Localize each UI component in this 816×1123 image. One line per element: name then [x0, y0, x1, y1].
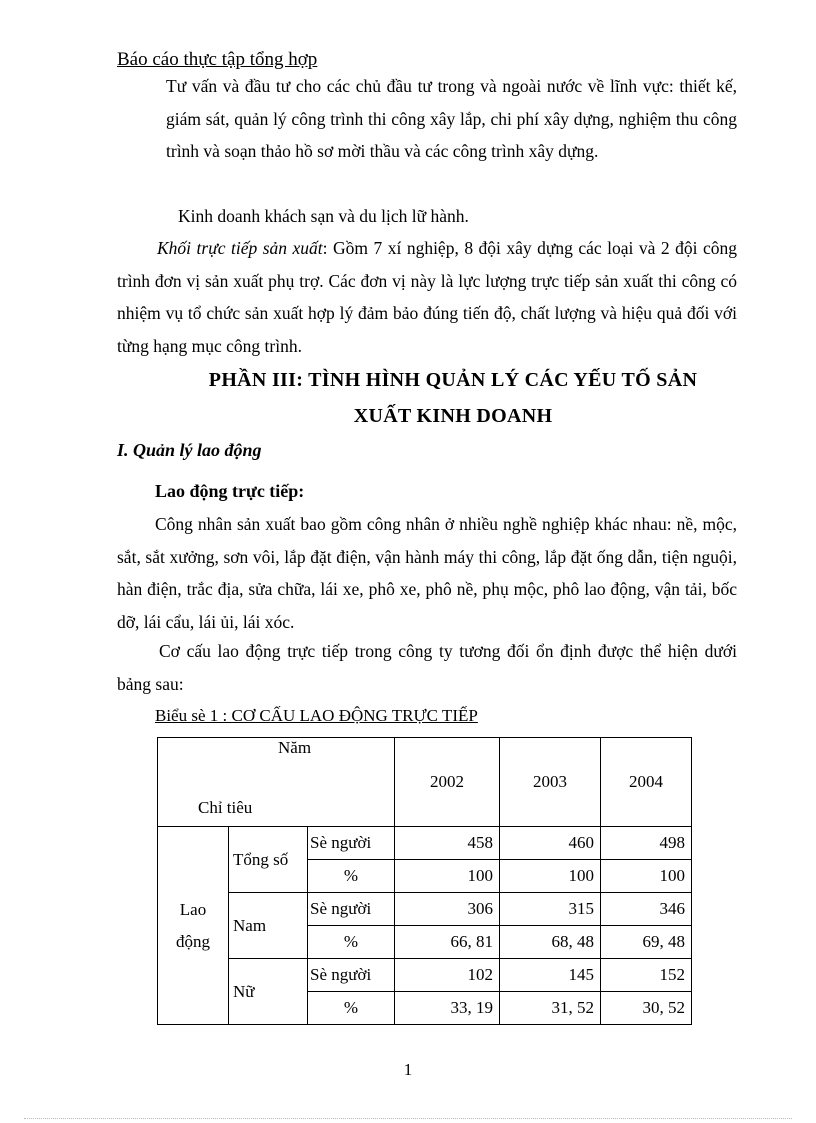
count-cell: 458 [395, 827, 500, 860]
count-cell: 145 [500, 959, 601, 992]
direct-production-label: Khối trực tiếp sản xuất [157, 238, 323, 258]
page-number: 1 [403, 1060, 413, 1079]
pct-cell: 66, 81 [395, 926, 500, 959]
section-heading [150, 362, 756, 434]
pct-cell: 30, 52 [601, 992, 692, 1025]
header-indicator-label: Chỉ tiêu [198, 798, 253, 817]
pct-label: % [308, 992, 395, 1025]
count-cell: 102 [395, 959, 500, 992]
count-label: Sè người [308, 959, 395, 992]
pct-label: % [308, 860, 395, 893]
subheading-direct-labor: Lao động trực tiếp: [155, 481, 305, 501]
section-heading-line-1: PHẦN III: TÌNH HÌNH QUẢN LÝ CÁC YẾU TỐ SẢN [208, 369, 698, 391]
count-cell: 346 [601, 893, 692, 926]
count-cell: 315 [500, 893, 601, 926]
pct-cell: 31, 52 [500, 992, 601, 1025]
header-year: 2003 [500, 738, 601, 827]
header-year: 2002 [395, 738, 500, 827]
page-header-title: Báo cáo thực tập tổng hợp [117, 49, 318, 70]
labor-structure-table [157, 737, 692, 1025]
paragraph-structure-intro: Cơ cấu lao động trực tiếp trong công ty tương đối ổn định được thể hiện dưới bảng sau: [117, 641, 737, 694]
table-corner-header [158, 738, 395, 827]
pct-cell: 100 [601, 860, 692, 893]
group-name: Tổng số [229, 827, 308, 893]
pct-cell: 100 [500, 860, 601, 893]
count-label: Sè người [308, 893, 395, 926]
table-row [158, 959, 692, 992]
table-row [158, 827, 692, 860]
subheading-labor-management: I. Quản lý lao động [117, 440, 262, 460]
row-group-label [158, 827, 229, 1025]
count-label: Sè người [308, 827, 395, 860]
paragraph-hotel-tourism: Kinh doanh khách sạn và du lịch lữ hành. [178, 206, 469, 226]
paragraph-workers: Công nhân sản xuất bao gồm công nhân ở nhiều nghề nghiệp khác nhau: nề, mộc, sắt, sắt xưởng, sơn vôi, lắp đặt điện, vận hành máy thi công, lắp đặt ống dẫn, tiện nguội, hàn điện, trắc địa, sửa chữa, lái xe, phô xe, phô nề, phụ mộc, phô lao động, vận tải, bốc dỡ, lái cẩu, lái ủi, lái xóc. [117, 514, 737, 632]
pct-cell: 69, 48 [601, 926, 692, 959]
pct-cell: 33, 19 [395, 992, 500, 1025]
pct-label: % [308, 926, 395, 959]
header-year-label: Năm [278, 738, 312, 757]
table-caption: Biểu sè 1 : CƠ CẤU LAO ĐỘNG TRỰC TIẾP [155, 706, 478, 725]
group-name: Nữ [229, 959, 308, 1025]
table-header-row [158, 738, 692, 827]
direct-production-text: : Gồm 7 xí nghiệp, 8 đội xây dựng các loại và 2 đội công trình đơn vị sản xuất phụ trợ. Các đơn vị này là lực lượng trực tiếp sản xuất thi công có nhiệm vụ tổ chức sản xuất hợp lý đảm bảo đúng tiến độ, chất lượng và hiệu quả đối với từng hạng mục công trình. [117, 238, 737, 356]
count-cell: 498 [601, 827, 692, 860]
count-cell: 306 [395, 893, 500, 926]
pct-cell: 100 [395, 860, 500, 893]
group-name: Nam [229, 893, 308, 959]
pct-cell: 68, 48 [500, 926, 601, 959]
count-cell: 460 [500, 827, 601, 860]
table-row [158, 893, 692, 926]
paragraph-consulting: Tư vấn và đầu tư cho các chủ đầu tư trong và ngoài nước về lĩnh vực: thiết kế, giám sát, quản lý công trình thi công xây lắp, chi phí xây dựng, nghiệm thu công trình và soạn thảo hồ sơ mời thầu và các công trình xây dựng. [166, 76, 737, 161]
paragraph-direct-production [117, 232, 737, 362]
section-heading-line-2: XUẤT KINH DOANH [353, 405, 553, 427]
count-cell: 152 [601, 959, 692, 992]
header-year: 2004 [601, 738, 692, 827]
footer-divider [24, 1118, 792, 1119]
row-group-label-text: Lao động [176, 899, 210, 951]
